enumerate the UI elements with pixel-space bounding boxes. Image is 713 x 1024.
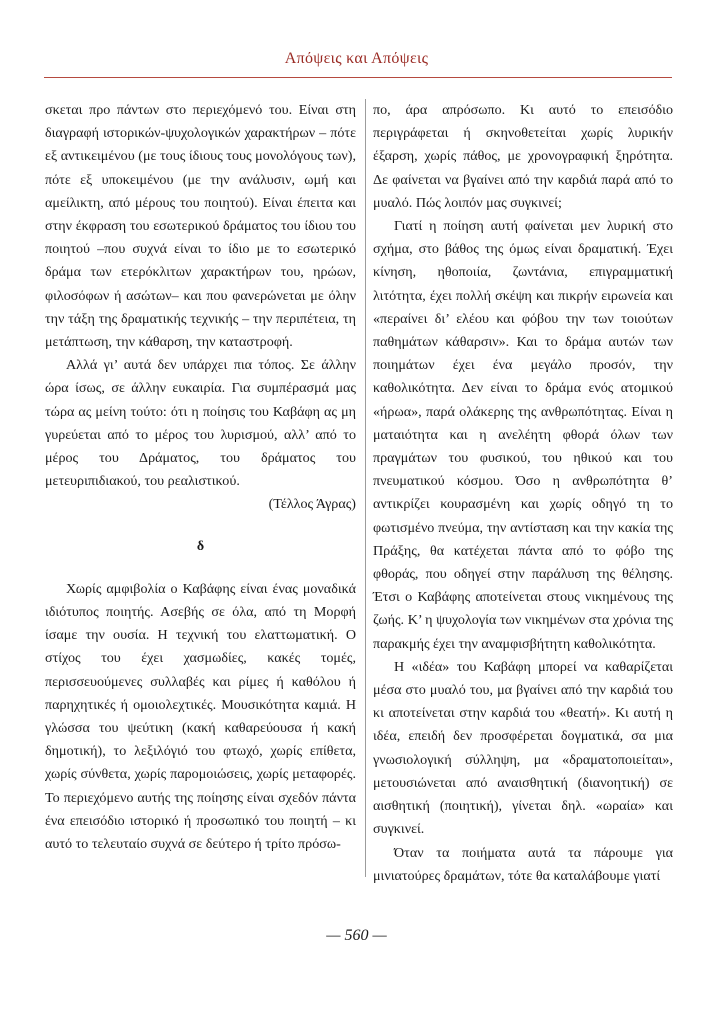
section-mark: δ bbox=[196, 538, 205, 554]
page-number: — 560 — bbox=[326, 927, 387, 944]
right-column bbox=[373, 99, 673, 889]
author-signature: (Τέλλος Άγρας) bbox=[268, 496, 356, 513]
column-divider bbox=[365, 99, 366, 877]
paragraph: Αλλά γι’ αυτά δεν υπάρχει πια τόπος. Σε άλλην ώρα ίσως, σε άλλην ευκαιρία. Για συμπέρασμά μας τώρα ας μείνη τούτο: ότι η ποίησις του Καβάφη ας μη γυρεύεται από το μέρος του λυρισμού, αλλ’ από το μέρος του Δράματος, του δράματος του μετευριπιδιακού, του ρεαλιστικού. bbox=[45, 357, 356, 490]
paragraph: σκεται προ πάντων στο περιεχόμενό του. Είναι στη διαγραφή ιστορικών-ψυχολογικών χαρακτήρων – πότε εξ αντικειμένου (με τους ίδιους τους μονολόγους των), πότε εξ υποκειμένου (με την ανάλυσιν, ωμή και αμείλικτη, από μέρους του ποιητού). Είναι έπειτα και στην έκφραση του εσωτερικού δράματος του ίδιου του ποιητού –που συχνά είναι το ίδιο με το εσωτερικό δράμα των ετερόκλιτων χαρακτήρων του, ηρώων, φιλοσόφων ή ασώτων– και που φανερώνεται με όλην την τάξη της δραματικής τεχνικής – την περιπέτεια, τη μετάπτωση, την κάθαρση, την καταστροφή. bbox=[45, 102, 356, 351]
paragraph: Χωρίς αμφιβολία ο Καβάφης είναι ένας μοναδικά ιδιότυπος ποιητής. Ασεβής σε όλα, από τη Μορφή ίσαμε την ουσία. Η τεχνική του ελαττωματική. Ο στίχος του έχει χασμωδίες, κακές τομές, περισσευούμενες συλλαβές και ρίμες ή καθόλου ή παρηχητικές ή ομοιολεχτικές. Μουσικότητα καμιά. Η γλώσσα του ψεύτικη (κακή καθαρεύουσα ή κακή δημοτική), το λεξιλόγιό του φτωχό, χωρίς επίθετα, χωρίς σύνθετα, χωρίς παρομοιώσεις, χωρίς μεταφορές. Το περιεχόμενο αυτής της ποίησης είναι σχεδόν πάντα ένα επεισόδιο ιστορικό ή προσωπικό του ποιητή – κι αυτό το τελευταίο συχνά σε δεύτερο ή τρίτο πρόσω- bbox=[45, 580, 356, 853]
left-column bbox=[45, 99, 356, 889]
paragraph: Η «ιδέα» του Καβάφη μπορεί να καθαρίζεται μέσα στο μυαλό του, μα βγαίνει από την καρδιά του κι αποτείνεται στην καρδιά του «θεατή». Κι αυτή η ιδέα, επειδή δεν προσφέρεται δογματικά, σα μια γνωσιολογική σύλληψη, μα «δραματοποιείται», μετουσιώνεται από αναισθητική (διανοητική) σε αισθητική (ποιητική), γίνεται δηλ. «ωραία» και συγκινεί. bbox=[373, 658, 673, 838]
header-rule bbox=[44, 77, 672, 78]
paragraph: Όταν τα ποιήματα αυτά τα πάρουμε για μινιατούρες δραμάτων, τότε θα καταλάβουμε γιατί bbox=[373, 844, 673, 884]
paragraph: Γιατί η ποίηση αυτή φαίνεται μεν λυρική στο σχήμα, στο βάθος της όμως είναι δραματική. Έχει κίνηση, ηθοποιία, ζωντάνια, επιγραμματική λιτότητα, έχει πολλή σκέψη και πικρήν ειρωνεία και «περαίνει δι’ ελέου και φόβου την των τοιούτων παθημάτων κάθαρσιν». Και το δράμα αυτών των ποιημάτων έχει ένα μεγάλο προσόν, την καθολικότητα. Δεν είναι το δράμα ενός ατομικού «ήρωα», παρά ολάκερης της ανθρωπότητας. Είναι η ματαιότητα και η ανελέητη φθορά όλων των πραγμάτων του φυσικού, του ηθικού και του πνευματικού κόσμου. Όσο η ανθρωπότητα θ’ αντικρίζει κουρασμένη και χωρίς οδηγό τη το φωτισμένο πνεύμα, την αντίσταση και την κακία της Πράξης, θα κατέχεται πάντα από το φόβο της φθοράς, που οδηγεί στην παράλυση της θέλησης. Έτσι ο Καβάφης αποτείνεται στους νικημένους της ζωής. Κ’ η ψυχολογία των νικημένων στα χρόνια της παρακμής έχει την αναμφισβήτητη καθολικότητα. bbox=[373, 218, 673, 652]
paragraph: πο, άρα απρόσωπο. Κι αυτό το επεισόδιο περιγράφεται ή σκηνοθετείται χωρίς λυρικήν έξαρση, χωρίς πάθος, με χρονογραφική ξηρότητα. Δε φαίνεται να βγαίνει από την καρδιά παρά από το μυαλό. Πώς λοιπόν μας συγκινεί; bbox=[373, 102, 673, 211]
running-title: Απόψεις και Απόψεις bbox=[284, 50, 429, 67]
